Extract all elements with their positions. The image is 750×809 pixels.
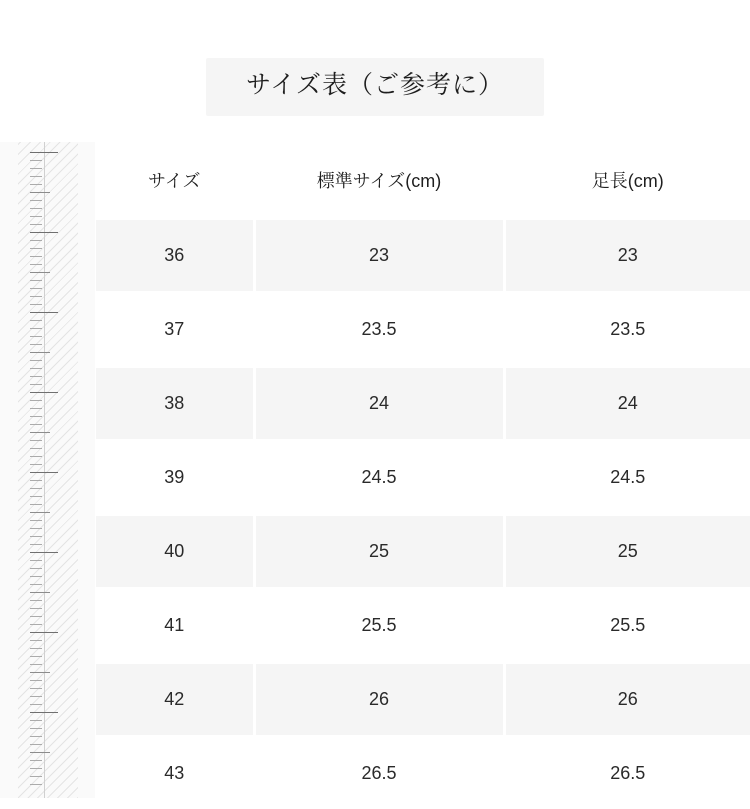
ruler-tick <box>30 696 42 697</box>
cell-size: 41 <box>96 589 254 663</box>
ruler-tick <box>30 208 42 209</box>
ruler-tick <box>30 624 42 625</box>
cell-size: 37 <box>96 293 254 367</box>
ruler-tick <box>30 168 42 169</box>
ruler-tick <box>30 640 42 641</box>
ruler-tick <box>30 176 42 177</box>
ruler-tick <box>30 552 58 553</box>
page-title: サイズ表（ご参考に） <box>246 72 504 100</box>
ruler-icon <box>0 142 96 798</box>
size-table-region <box>0 142 750 798</box>
size-table-head <box>96 142 750 219</box>
ruler-tick <box>30 560 42 561</box>
ruler-tick <box>30 400 42 401</box>
ruler-tick <box>30 704 42 705</box>
ruler-tick <box>30 760 42 761</box>
ruler-tick <box>30 720 42 721</box>
table-row <box>96 589 750 663</box>
ruler-tick <box>30 304 42 305</box>
ruler-tick <box>30 776 42 777</box>
ruler-tick <box>30 584 42 585</box>
ruler-tick <box>30 288 42 289</box>
ruler-tick <box>30 384 42 385</box>
ruler-tick-marks <box>30 142 76 798</box>
ruler-tick <box>30 480 42 481</box>
ruler-tick <box>30 240 42 241</box>
cell-size: 39 <box>96 441 254 515</box>
ruler-tick <box>30 312 58 313</box>
ruler-tick <box>30 688 42 689</box>
cell-foot-length: 24 <box>504 367 750 441</box>
ruler-tick <box>30 352 50 353</box>
cell-standard-size: 25 <box>254 515 504 589</box>
ruler-tick <box>30 272 50 273</box>
ruler-tick <box>30 664 42 665</box>
ruler-tick <box>30 496 42 497</box>
ruler-tick <box>30 432 50 433</box>
cell-standard-size: 23 <box>254 219 504 293</box>
title-container <box>0 58 750 116</box>
ruler-tick <box>30 424 42 425</box>
ruler-tick <box>30 744 42 745</box>
ruler-tick <box>30 320 42 321</box>
ruler-tick <box>30 192 50 193</box>
ruler-tick <box>30 576 42 577</box>
table-row <box>96 737 750 809</box>
table-row <box>96 663 750 737</box>
ruler-tick <box>30 280 42 281</box>
ruler-tick <box>30 368 42 369</box>
ruler-tick <box>30 752 50 753</box>
ruler-tick <box>30 512 50 513</box>
ruler-tick <box>30 392 58 393</box>
ruler-tick <box>30 296 42 297</box>
cell-size: 36 <box>96 219 254 293</box>
cell-size: 43 <box>96 737 254 809</box>
ruler-tick <box>30 152 58 153</box>
ruler-tick <box>30 256 42 257</box>
ruler-tick <box>30 360 42 361</box>
ruler-tick <box>30 464 42 465</box>
cell-foot-length: 23.5 <box>504 293 750 367</box>
ruler-tick <box>30 648 42 649</box>
table-row <box>96 367 750 441</box>
cell-standard-size: 26.5 <box>254 737 504 809</box>
ruler-tick <box>30 376 42 377</box>
cell-standard-size: 26 <box>254 663 504 737</box>
ruler-tick <box>30 504 42 505</box>
ruler-tick <box>30 672 50 673</box>
cell-standard-size: 24 <box>254 367 504 441</box>
cell-foot-length: 25.5 <box>504 589 750 663</box>
ruler-tick <box>30 336 42 337</box>
ruler-tick <box>30 232 58 233</box>
title-badge <box>206 58 544 116</box>
ruler-tick <box>30 536 42 537</box>
ruler-tick <box>30 160 42 161</box>
table-row <box>96 293 750 367</box>
ruler-tick <box>30 632 58 633</box>
cell-standard-size: 23.5 <box>254 293 504 367</box>
ruler-tick <box>30 248 42 249</box>
ruler-tick <box>30 440 42 441</box>
ruler-tick <box>30 736 42 737</box>
ruler-tick <box>30 184 42 185</box>
cell-foot-length: 26.5 <box>504 737 750 809</box>
ruler-tick <box>30 600 42 601</box>
ruler-tick <box>30 224 42 225</box>
ruler-tick <box>30 416 42 417</box>
cell-standard-size: 25.5 <box>254 589 504 663</box>
cell-standard-size: 24.5 <box>254 441 504 515</box>
table-row <box>96 441 750 515</box>
ruler-tick <box>30 328 42 329</box>
table-row <box>96 515 750 589</box>
ruler-tick <box>30 592 50 593</box>
column-header-foot-length: 足長(cm) <box>504 142 750 219</box>
column-header-standard-size: 標準サイズ(cm) <box>254 142 504 219</box>
ruler-tick <box>30 216 42 217</box>
column-header-size: サイズ <box>96 142 254 219</box>
ruler-tick <box>30 568 42 569</box>
ruler-tick <box>30 408 42 409</box>
cell-foot-length: 26 <box>504 663 750 737</box>
ruler-tick <box>30 448 42 449</box>
ruler-tick <box>30 728 42 729</box>
ruler-tick <box>30 264 42 265</box>
ruler-tick <box>30 656 42 657</box>
cell-size: 40 <box>96 515 254 589</box>
size-table-body <box>96 219 750 809</box>
ruler-tick <box>30 608 42 609</box>
cell-foot-length: 25 <box>504 515 750 589</box>
ruler-tick <box>30 488 42 489</box>
ruler-tick <box>30 344 42 345</box>
ruler-tick <box>30 200 42 201</box>
ruler-tick <box>30 544 42 545</box>
ruler-tick <box>30 520 42 521</box>
cell-size: 38 <box>96 367 254 441</box>
ruler-tick <box>30 456 42 457</box>
cell-size: 42 <box>96 663 254 737</box>
ruler-tick <box>30 712 58 713</box>
ruler-tick <box>30 528 42 529</box>
size-table <box>96 142 750 809</box>
table-row <box>96 219 750 293</box>
cell-foot-length: 24.5 <box>504 441 750 515</box>
cell-foot-length: 23 <box>504 219 750 293</box>
table-header-row <box>96 142 750 219</box>
ruler-tick <box>30 472 58 473</box>
ruler-tick <box>30 616 42 617</box>
ruler-tick <box>30 768 42 769</box>
ruler-tick <box>30 680 42 681</box>
ruler-tick <box>30 784 42 785</box>
